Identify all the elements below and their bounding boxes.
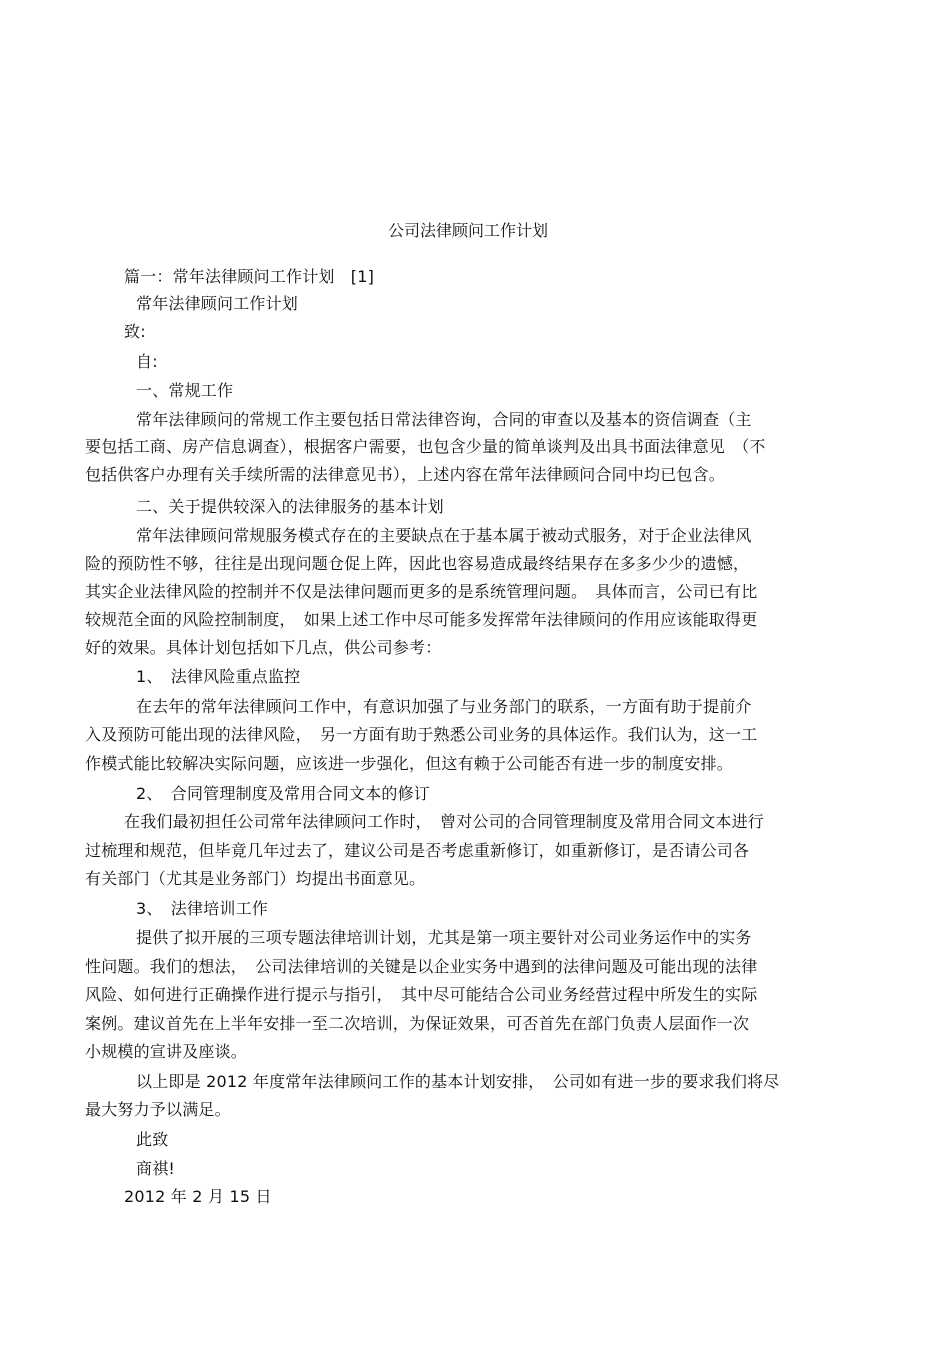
paragraph-line: 提供了拟开展的三项专题法律培训计划，尤其是第一项主要针对公司业务运作中的实务 [136,928,752,947]
paragraph-line: 要包括工商、房产信息调查），根据客户需要，也包含少量的简单谈判及出具书面法律意见 （不 [85,437,766,456]
addressee-to: 致: [124,322,146,341]
subtitle: 常年法律顾问工作计划 [136,294,299,313]
paragraph-line: 好的效果。具体计划包括如下几点，供公司参考： [85,638,442,657]
paragraph-line: 险的预防性不够，往往是出现问题仓促上阵，因此也容易造成最终结果存在多多少少的遗憾， [85,554,750,573]
item-heading-2: 2、 合同管理制度及常用合同文本的修订 [136,784,430,803]
paragraph-line: 作模式能比较解决实际问题，应该进一步强化，但这有赖于公司能否有进一步的制度安排。 [85,754,734,773]
paragraph-line: 其实企业法律风险的控制并不仅是法律问题而更多的是系统管理问题。 具体而言，公司已有比 [85,582,758,601]
paragraph-line: 风险、如何进行正确操作进行提示与指引， 其中尽可能结合公司业务经营过程中所发生的实际 [85,985,758,1004]
paragraph-line: 最大努力予以满足。 [85,1100,231,1119]
closing-greeting: 商祺! [136,1159,176,1178]
paragraph-line: 常年法律顾问的常规工作主要包括日常法律咨询，合同的审查以及基本的资信调查（主 [136,410,752,429]
paragraph-line: 有关部门（尤其是业务部门）均提出书面意见。 [85,869,426,888]
paragraph-line: 入及预防可能出现的法律风险， 另一方面有助于熟悉公司业务的具体运作。我们认为，这一工 [85,725,758,744]
paragraph-line: 在去年的常年法律顾问工作中，有意识加强了与业务部门的联系，一方面有助于提前介 [136,697,752,716]
document-title: 公司法律顾问工作计划 [387,221,548,240]
addressee-from: 自: [136,352,158,371]
paragraph-line: 以上即是 2012 年度常年法律顾问工作的基本计划安排， 公司如有进一步的要求我们将尽 [136,1072,780,1091]
paragraph-line: 案例。建议首先在上半年安排一至二次培训，为保证效果，可否首先在部门负责人层面作一次 [85,1014,750,1033]
paragraph-line: 过梳理和规范，但毕竟几年过去了，建议公司是否考虑重新修订，如重新修订，是否请公司各 [85,841,750,860]
item-heading-1: 1、 法律风险重点监控 [136,667,301,686]
paragraph-line: 包括供客户办理有关手续所需的法律意见书），上述内容在常年法律顾问合同中均已包含。 [85,465,726,484]
closing-salutation: 此致 [136,1130,169,1149]
heading-deep-service: 二、关于提供较深入的法律服务的基本计划 [136,497,444,516]
paragraph-line: 性问题。我们的想法， 公司法律培训的关键是以企业实务中遇到的法律问题及可能出现的法律 [85,957,758,976]
paragraph-line: 常年法律顾问常规服务模式存在的主要缺点在于基本属于被动式服务，对于企业法律风 [136,526,752,545]
document-date: 2012 年 2 月 15 日 [124,1187,272,1206]
section-heading: 篇一：常年法律顾问工作计划 [1] [124,267,375,286]
paragraph-line: 在我们最初担任公司常年法律顾问工作时， 曾对公司的合同管理制度及常用合同文本进行 [124,812,765,831]
paragraph-line: 较规范全面的风险控制制度， 如果上述工作中尽可能多发挥常年法律顾问的作用应该能取得更 [85,610,758,629]
heading-routine-work: 一、常规工作 [136,381,234,400]
item-heading-3: 3、 法律培训工作 [136,899,268,918]
paragraph-line: 小规模的宣讲及座谈。 [85,1042,248,1061]
